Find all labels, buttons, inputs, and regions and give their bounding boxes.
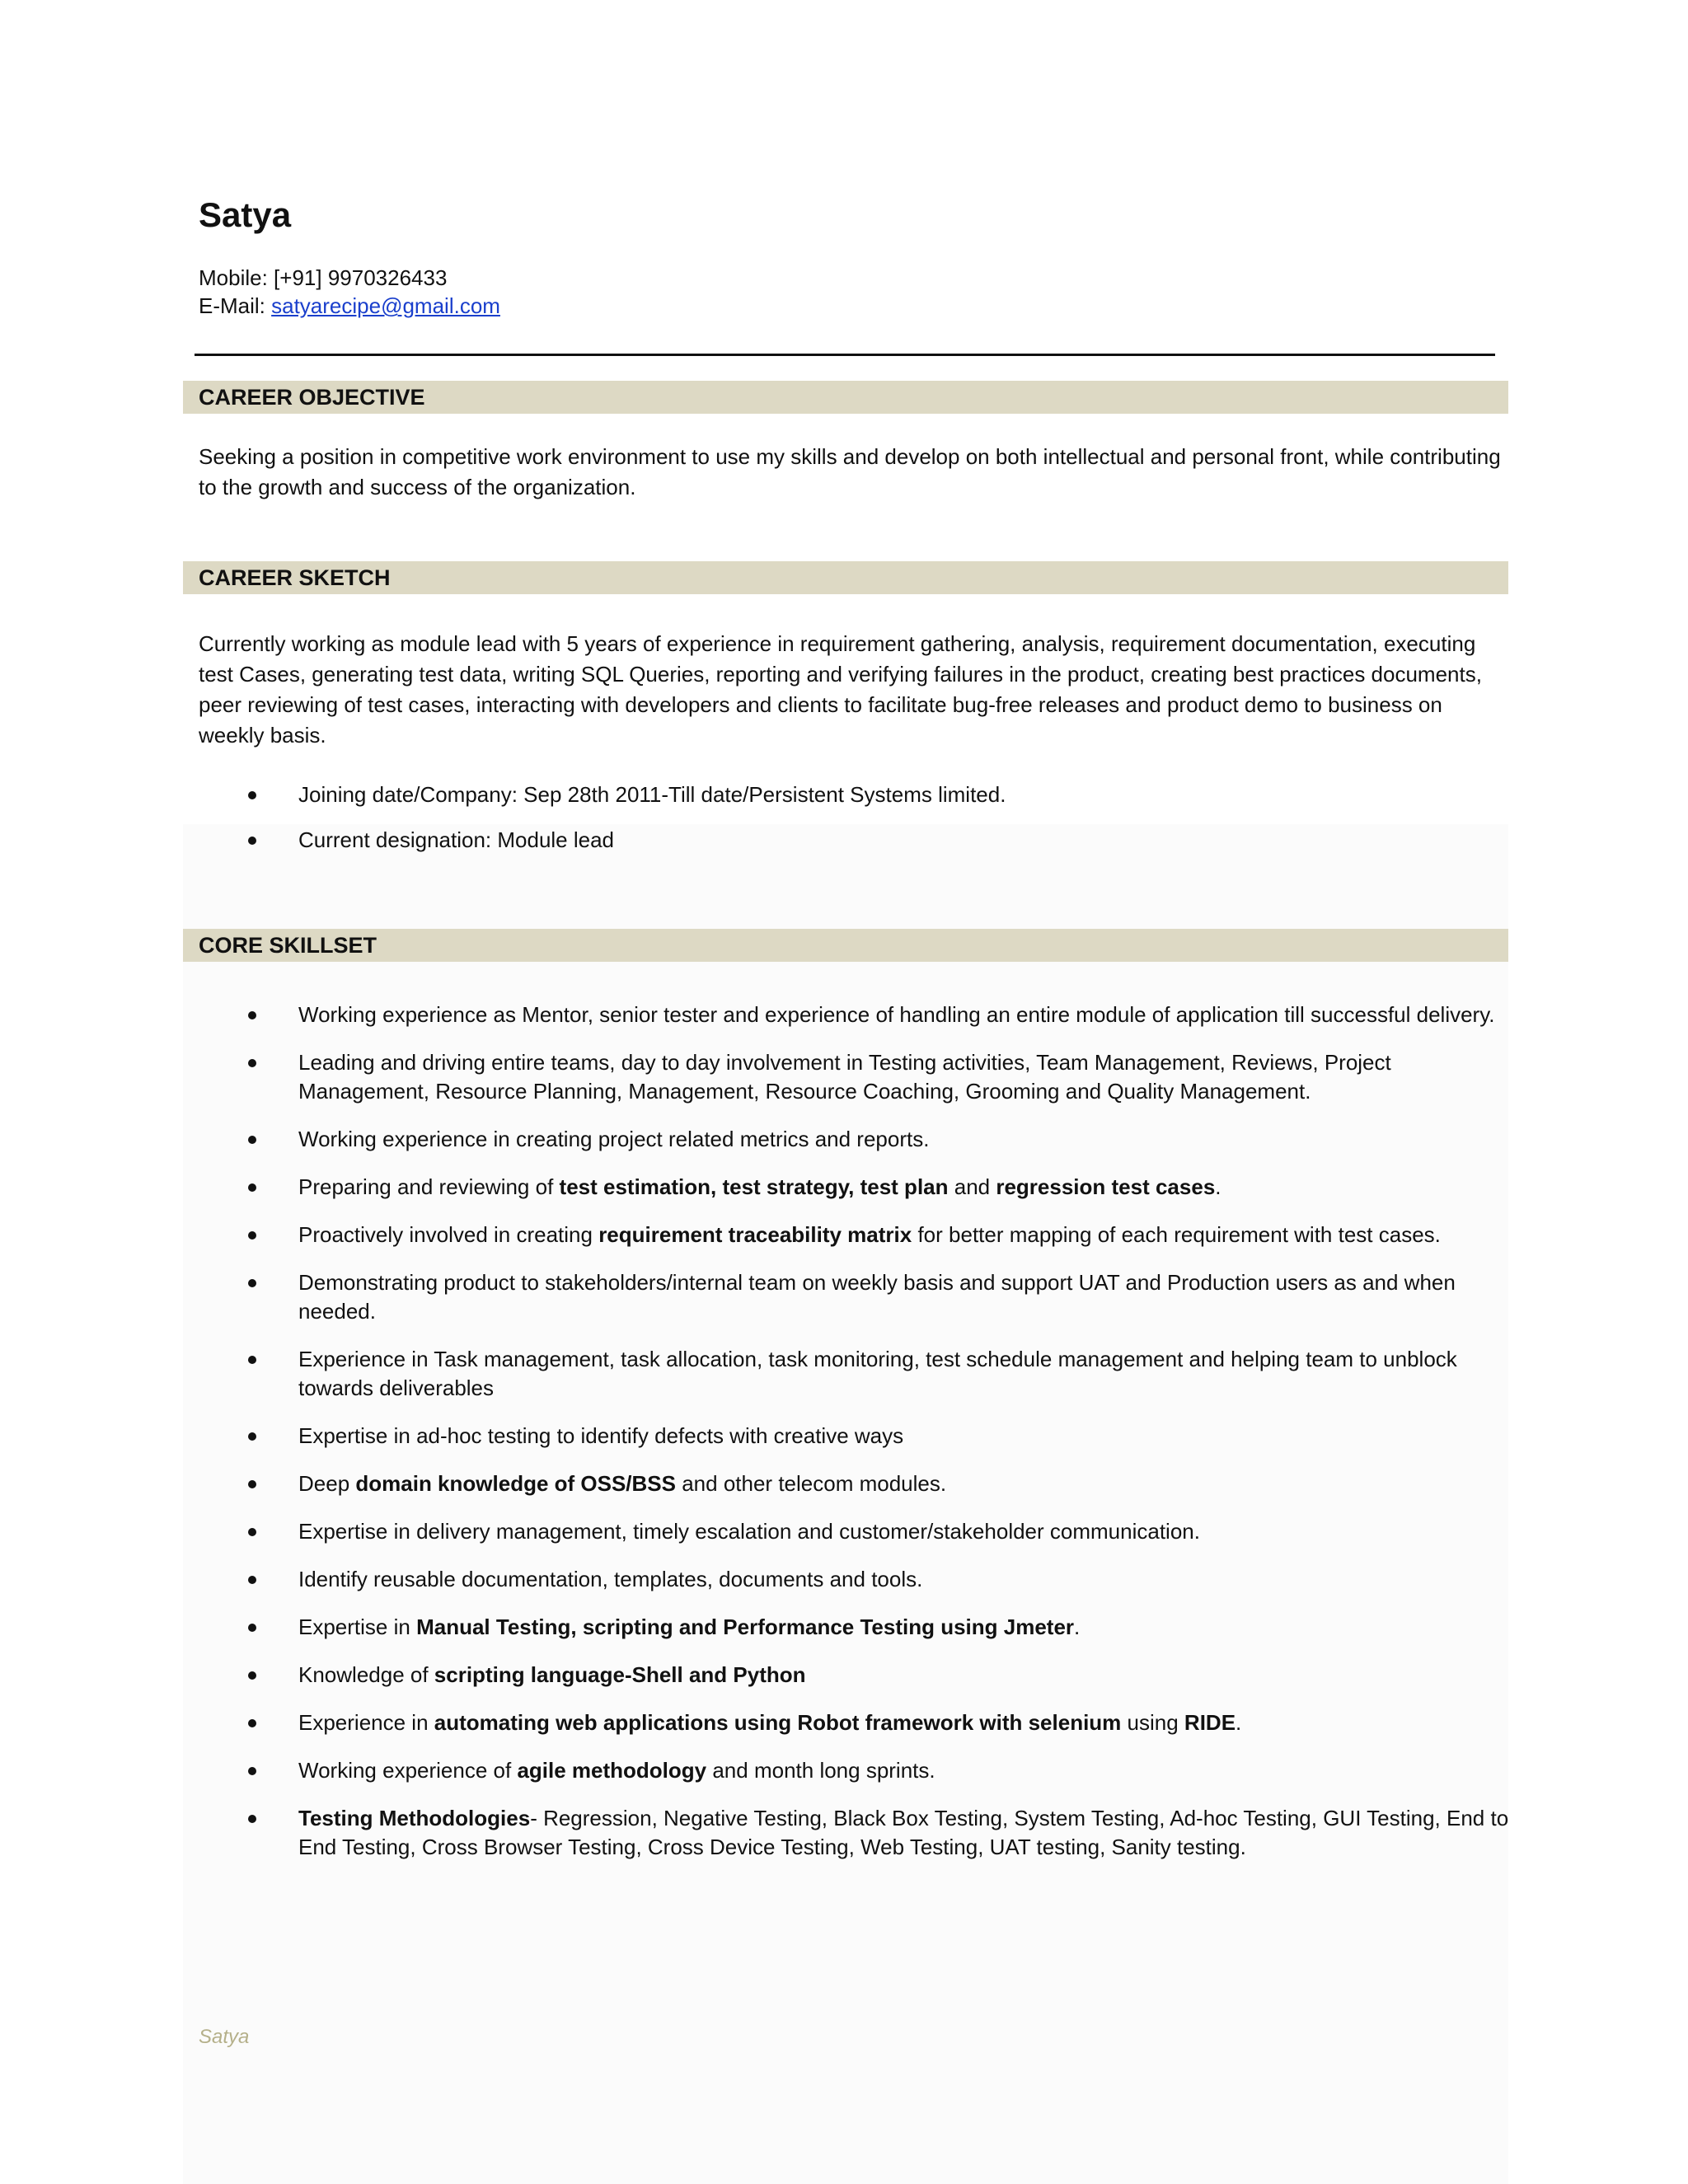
bullet-icon xyxy=(248,1432,256,1441)
contact-block xyxy=(199,264,500,320)
core-skillset-list xyxy=(199,1001,1509,1881)
section-career-sketch: CAREER SKETCH xyxy=(183,561,1508,594)
bullet-icon xyxy=(248,1719,256,1727)
bullet-icon xyxy=(248,1815,256,1823)
career-sketch-text: Currently working as module lead with 5 years of experience in requirement gathering, analysis, requirement documentation, executing test Cases, generating test data, writing SQL Queries, reporting and verifying failures in the product, creating best practices documents, peer reviewing of test cases, interacting with developers and clients to facilitate bug-free releases and product demo to business on weekly basis. xyxy=(199,631,1482,748)
bullet-icon xyxy=(248,1356,256,1364)
skill-item: Experience in Task management, task allocation, task monitoring, test schedule management and helping team to unblock towards deliverables xyxy=(199,1345,1509,1403)
mobile-number: [+91] 9970326433 xyxy=(274,265,448,290)
header-divider xyxy=(195,354,1495,356)
bullet-icon xyxy=(248,1136,256,1144)
skill-item: Preparing and reviewing of test estimation, test strategy, test plan and regression test cases. xyxy=(199,1173,1509,1202)
skill-item: Testing Methodologies- Regression, Negative Testing, Black Box Testing, System Testing, Ad-hoc Testing, GUI Testing, End to End Testing, Cross Browser Testing, Cross Device Testing, Web Testing, UAT testing, Sanity testing. xyxy=(199,1804,1509,1862)
bullet-icon xyxy=(248,1183,256,1192)
email-link[interactable]: satyarecipe@gmail.com xyxy=(271,293,500,318)
skill-item: Experience in automating web applications using Robot framework with selenium using RIDE. xyxy=(199,1708,1509,1737)
skill-item: Identify reusable documentation, templates, documents and tools. xyxy=(199,1565,1509,1594)
bullet-icon xyxy=(248,1059,256,1067)
bullet-icon xyxy=(248,1231,256,1240)
skill-item: Proactively involved in creating requirement traceability matrix for better mapping of each requirement with test cases. xyxy=(199,1221,1509,1249)
skill-item: Knowledge of scripting language-Shell and Python xyxy=(199,1661,1509,1690)
bullet-icon xyxy=(248,1279,256,1287)
bullet-icon xyxy=(248,1767,256,1775)
skill-item: Working experience as Mentor, senior tester and experience of handling an entire module of application till successful delivery. xyxy=(199,1001,1509,1029)
bullet-icon xyxy=(248,1624,256,1632)
career-sketch-list xyxy=(199,780,1509,871)
skill-item: Expertise in ad-hoc testing to identify defects with creative ways xyxy=(199,1422,1509,1451)
section-core-skillset: CORE SKILLSET xyxy=(183,929,1508,962)
skill-item: Working experience of agile methodology and month long sprints. xyxy=(199,1756,1509,1785)
bullet-icon xyxy=(248,1480,256,1488)
skill-item: Expertise in delivery management, timely escalation and customer/stakeholder communication. xyxy=(199,1517,1509,1546)
mobile-label: Mobile: xyxy=(199,265,274,290)
bullet-icon xyxy=(248,791,256,799)
bullet-icon xyxy=(248,1576,256,1584)
mobile-line xyxy=(199,264,500,292)
bullet-icon xyxy=(248,837,256,845)
career-objective-text: Seeking a position in competitive work environment to use my skills and develop on both intellectual and personal front, while contributing to the growth and success of the organization. xyxy=(199,444,1501,499)
skill-item: Expertise in Manual Testing, scripting and Performance Testing using Jmeter. xyxy=(199,1613,1509,1642)
email-label: E-Mail: xyxy=(199,293,272,318)
email-line xyxy=(199,292,500,320)
candidate-name: Satya xyxy=(199,195,292,234)
list-item: Joining date/Company: Sep 28th 2011-Till date/Persistent Systems limited. xyxy=(199,780,1509,809)
skill-item: Demonstrating product to stakeholders/internal team on weekly basis and support UAT and Production users as and when needed. xyxy=(199,1268,1509,1326)
bullet-icon xyxy=(248,1011,256,1019)
list-item: Current designation: Module lead xyxy=(199,826,1509,855)
footer-name: Satya xyxy=(199,2026,250,2048)
skill-item: Leading and driving entire teams, day to day involvement in Testing activities, Team Management, Reviews, Project Management, Resource Planning, Management, Resource Coaching, Grooming and Quality Management. xyxy=(199,1048,1509,1106)
bullet-icon xyxy=(248,1671,256,1680)
bullet-icon xyxy=(248,1528,256,1536)
skill-item: Deep domain knowledge of OSS/BSS and other telecom modules. xyxy=(199,1469,1509,1498)
skill-item: Working experience in creating project related metrics and reports. xyxy=(199,1125,1509,1154)
section-career-objective: CAREER OBJECTIVE xyxy=(183,381,1508,414)
